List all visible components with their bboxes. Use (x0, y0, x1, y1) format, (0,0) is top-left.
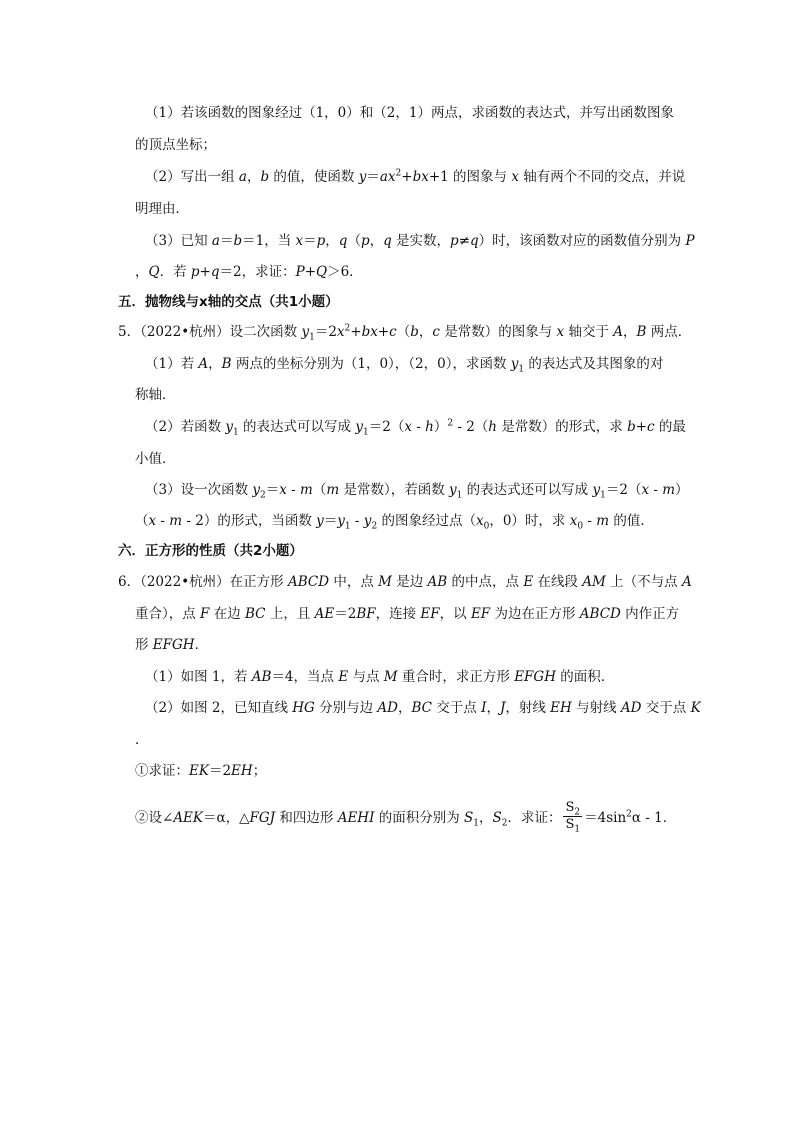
q4-part2-line2: 明理由． (135, 201, 189, 217)
section-6-heading: 六．正方形的性质（共2小题） (118, 543, 303, 559)
q5-part3-line1: （3）设一次函数 $y_2=x - m(m$ 是常数），若函数 $y_1$ 的表达式还可以写成 $y_1=2(x - m)$ (145, 482, 689, 501)
q6-intro-line1: 6．（2022•杭州）在正方形 ABCD 中，点 M 是边 AB 的中点，点 E 在线段 AM 上（不与点 A (118, 574, 692, 590)
q5-part1-line1: （1）若 A，B 两点的坐标分别为（1，0），（2，0），求函数 $y_1$ 的表达式及其图象的对 (145, 356, 664, 375)
q5-part1-line2: 称轴． (135, 387, 176, 403)
fraction-s2-over-s1: $\frac{S_2}{S_1}$ (565, 800, 581, 835)
q6-part2-line2: ． (135, 732, 149, 748)
q4-part1-line2: 的顶点坐标； (135, 137, 216, 153)
q6-part1: （1）如图 1，若 AB＝4，当点 E 与点 M 重合时，求正方形 EFGH 的面积． (145, 669, 615, 685)
q6-intro-line2: 重合），点 F 在边 BC 上，且 AE＝2BF，连接 EF，以 EF 为边在正方形 ABCD 内作正方 (135, 606, 680, 622)
q5-part2-line1: （2）若函数 $y_1$ 的表达式可以写成 $y_1=2(x - h)^2 - 2(h$ 是常数）的形式，求 b+c 的最 (145, 418, 686, 438)
q6-part2-proof2: ②设∠AEK＝α，△FGJ 和四边形 AEHI 的面积分别为 $S_1$，$S_2$．求证： $\frac{S_2}{S_1}$ $=4\sin^2\alpha - 1$． (135, 800, 677, 835)
q6-intro-line3: 形 EFGH． (135, 637, 209, 653)
q5-part2-line2: 小值． (135, 451, 176, 467)
q4-part2-line1: （2）写出一组 a，b 的值，使函数 $y=ax^2+bx+1$ 的图象与 x 轴有两个不同的交点，并说 (145, 168, 686, 185)
q4-part3-line2: ，Q．若 p+q＝2，求证：P+Q＞6． (135, 264, 363, 280)
q5-part3-line2: （x - m - 2）的形式，当函数 $y=y_1 - y_2$ 的图象经过点（$x_0$，0）时，求 $x_0$ - m 的值． (135, 513, 654, 532)
q6-part2-proof1: ①求证：EK＝2EH； (135, 763, 267, 779)
q4-part3-line1: （3）已知 a＝b＝1，当 x＝p，q（p，q 是实数，p≠q）时，该函数对应的函数值分别为 P (145, 233, 695, 249)
section-5-heading: 五．抛物线与x轴的交点（共1小题） (118, 294, 339, 310)
q4-part1-line1: （1）若该函数的图象经过（1，0）和（2，1）两点，求函数的表达式，并写出函数图象 (145, 105, 674, 121)
q6-part2-line1: （2）如图 2，已知直线 HG 分别与边 AD，BC 交于点 I，J，射线 EH 与射线 AD 交于点 K (145, 700, 701, 716)
q5-intro: 5．（2022•杭州）设二次函数 $y_1=2x^2+bx+c(b$，c 是常数）的图象与 x 轴交于 A，B 两点． (118, 323, 692, 343)
